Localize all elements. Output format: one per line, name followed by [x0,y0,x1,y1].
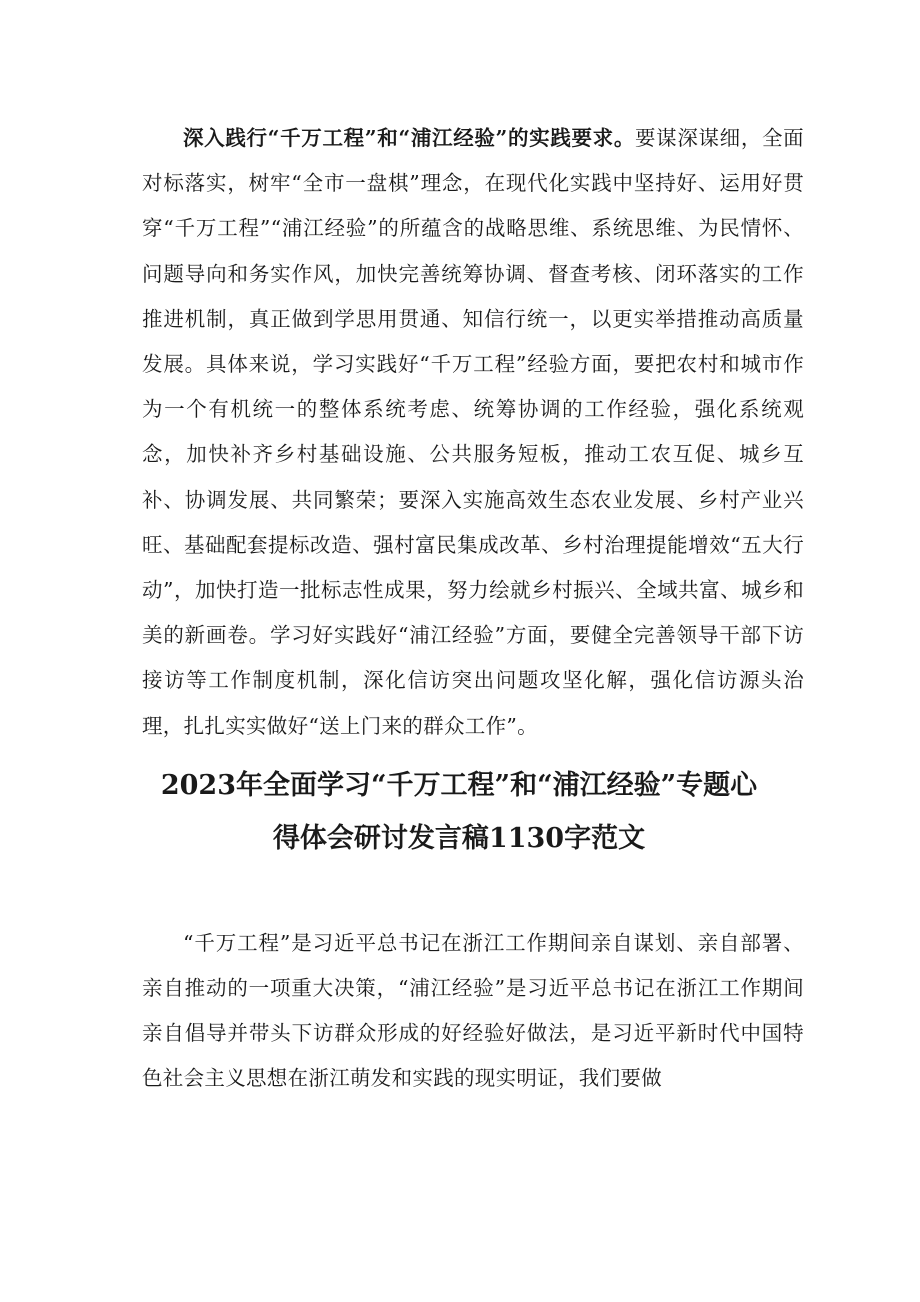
article-title-line-2: 得体会研讨发言稿1130字范文 [272,822,646,854]
paragraph-practice-requirements [142,116,804,749]
paragraph-introduction: “千万工程”是习近平总书记在浙江工作期间亲自谋划、亲自部署、亲自推动的一项重大决策，“浦江经验”是习近平总书记在浙江工作期间亲自倡导并带头下访群众形成的好经验好做法，是习近平新时代中国特色社会主义思想在浙江萌发和实践的现实明证，我们要做 [142,930,804,1091]
article-title-line-1: 2023年全面学习“千万工程”和“浦江经验”专题心 [160,769,758,801]
article-title [142,759,804,865]
paragraph-body-text: 要谋深谋细，全面对标落实，树牢“全市一盘棋”理念，在现代化实践中坚持好、运用好贯穿“千万工程”“浦江经验”的所蕴含的战略思维、系统思维、为民情怀、问题导向和务实作风，加快完善统筹协调、督查考核、闭环落实的工作推进机制，真正做到学思用贯通、知信行统一，以更实举措推动高质量发展。具体来说，学习实践好“千万工程”经验方面，要把农村和城市作为一个有机统一的整体系统考虑、统筹协调的工作经验，强化系统观念，加快补齐乡村基础设施、公共服务短板，推动工农互促、城乡互补、协调发展、共同繁荣；要深入实施高效生态农业发展、乡村产业兴旺、基础配套提标改造、强村富民集成改革、乡村治理提能增效“五大行动”，加快打造一批标志性成果，努力绘就乡村振兴、全域共富、城乡和美的新画卷。学习好实践好“浦江经验”方面，要健全完善领导干部下访接访等工作制度机制，深化信访突出问题攻坚化解，强化信访源头治理，扎扎实实做好“送上门来的群众工作”。 [142,126,804,738]
paragraph-lead-sentence: 深入践行“千万工程”和“浦江经验”的实践要求。 [183,126,636,150]
